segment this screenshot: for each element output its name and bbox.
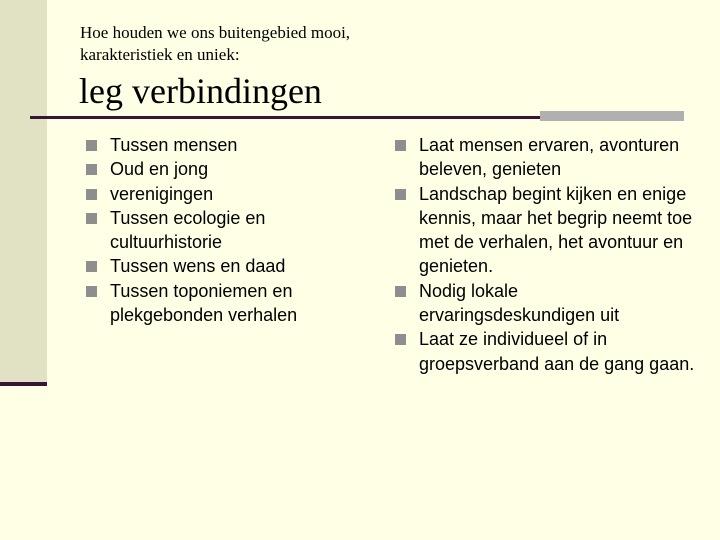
list-item	[86, 206, 376, 255]
list-item-text: Laat mensen ervaren, avonturen beleven, genieten	[419, 135, 680, 180]
list-item-text: Tussen wens en daad	[110, 256, 286, 277]
list-item-text: Nodig lokale ervaringsdeskundigen uit	[419, 280, 620, 326]
left-bullet-list	[86, 133, 376, 327]
title-divider-accent	[540, 111, 684, 121]
square-bullet-icon	[86, 261, 97, 272]
list-item	[86, 157, 376, 181]
list-item	[86, 133, 376, 157]
square-bullet-icon	[86, 140, 97, 151]
left-band-underline	[0, 382, 47, 386]
list-item	[86, 182, 376, 206]
list-item	[395, 133, 695, 182]
square-bullet-icon	[395, 334, 406, 345]
square-bullet-icon	[86, 286, 97, 297]
list-item	[86, 279, 376, 328]
right-bullet-list	[395, 133, 695, 376]
list-item	[395, 327, 695, 376]
list-item	[395, 182, 695, 279]
square-bullet-icon	[395, 189, 406, 200]
square-bullet-icon	[395, 140, 406, 151]
square-bullet-icon	[86, 164, 97, 175]
list-item	[395, 279, 695, 328]
list-item	[86, 254, 376, 278]
left-decorative-band	[0, 0, 47, 382]
list-item-text: Tussen toponiemen en plekgebonden verhalen	[110, 280, 298, 326]
list-item-text: Laat ze individueel of in groepsverband aan de gang gaan.	[419, 329, 695, 374]
square-bullet-icon	[86, 213, 97, 224]
slide-subtitle: Hoe houden we ons buitengebied mooi, karakteristiek en uniek:	[80, 23, 351, 64]
square-bullet-icon	[395, 286, 406, 297]
square-bullet-icon	[86, 189, 97, 200]
slide-title: leg verbindingen	[79, 71, 322, 111]
list-item-text: verenigingen	[110, 183, 214, 204]
list-item-text: Tussen mensen	[110, 135, 238, 155]
list-item-text: Oud en jong	[110, 159, 209, 180]
list-item-text: Tussen ecologie en cultuurhistorie	[110, 207, 266, 253]
list-item-text: Landschap begint kijken en enige kennis, maar het begrip neemt toe met de verhalen, het avontuur en genieten.	[419, 183, 693, 277]
